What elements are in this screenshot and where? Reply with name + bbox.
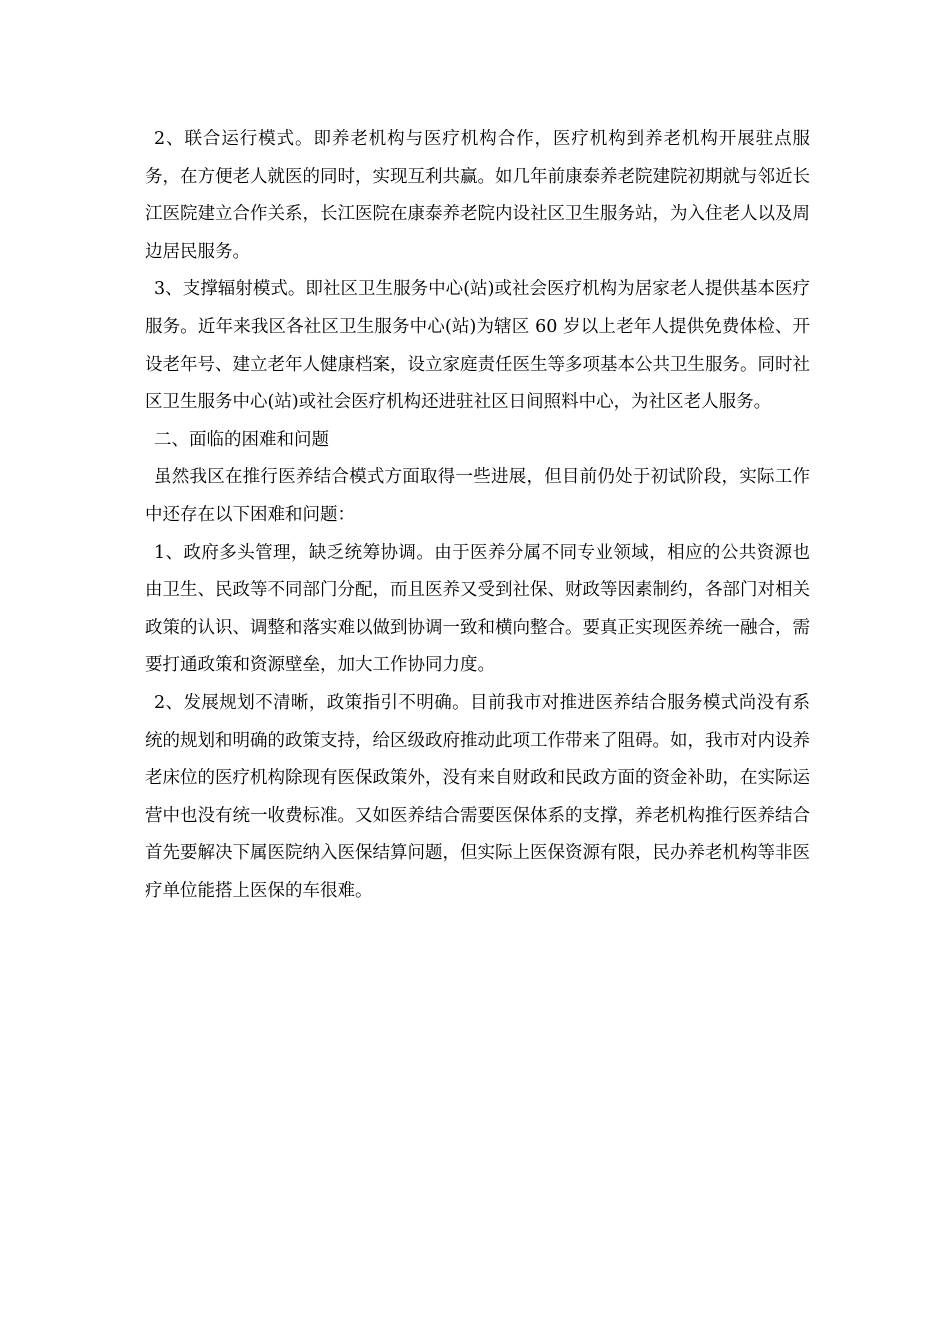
paragraph-difficulties-intro: 虽然我区在推行医养结合模式方面取得一些进展，但目前仍处于初试阶段，实际工作中还存在以下困难和问题： [145,467,810,525]
section-heading-difficulties: 二、面临的困难和问题 [154,429,329,450]
paragraph-support-radiation-mode: 3、支撑辐射模式。即社区卫生服务中心(站)或社会医疗机构为居家老人提供基本医疗服务。近年来我区各社区卫生服务中心(站)为辖区 60 岁以上老年人提供免费体检、开设老年号、建立老年人健康档案，设立家庭责任医生等多项基本公共卫生服务。同时社区卫生服务中心(站)或社会医疗机构还进驻社区日间照料中心，为社区老人服务。 [145,279,810,413]
paragraph-development-planning: 2、发展规划不清晰，政策指引不明确。目前我市对推进医养结合服务模式尚没有系统的规划和明确的政策支持，给区级政府推动此项工作带来了阻碍。如，我市对内设养老床位的医疗机构除现有医保政策外，没有来自财政和民政方面的资金补助，在实际运营中也没有统一收费标准。又如医养结合需要医保体系的支撑，养老机构推行医养结合首先要解决下属医院纳入医保结算问题，但实际上医保资源有限，民办养老机构等非医疗单位能搭上医保的车很难。 [145,692,810,901]
paragraph-joint-operation-mode: 2、联合运行模式。即养老机构与医疗机构合作，医疗机构到养老机构开展驻点服务，在方便老人就医的同时，实现互利共赢。如几年前康泰养老院建院初期就与邻近长江医院建立合作关系，长江医院在康泰养老院内设社区卫生服务站，为入住老人以及周边居民服务。 [145,129,810,262]
paragraph-government-management: 1、政府多头管理，缺乏统筹协调。由于医养分属不同专业领域，相应的公共资源也由卫生、民政等不同部门分配，而且医养又受到社保、财政等因素制约，各部门对相关政策的认识、调整和落实难以做到协调一致和横向整合。要真正实现医养统一融合，需要打通政策和资源壁垒，加大工作协同力度。 [145,542,810,676]
document-body [145,121,810,910]
